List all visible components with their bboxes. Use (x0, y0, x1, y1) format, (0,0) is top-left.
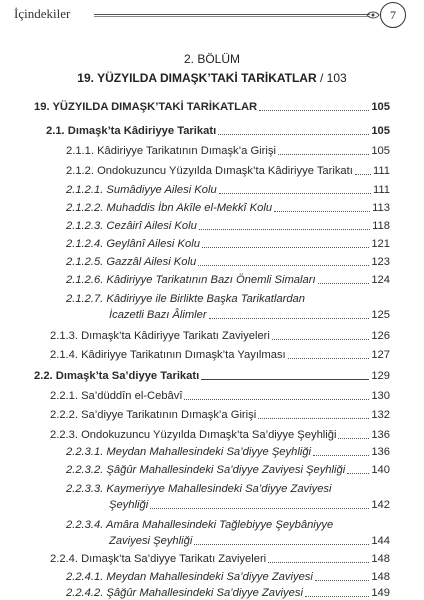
toc-entry[interactable]: 2.1. Dımaşk’ta Kâdiriyye Tarikatı 105 (46, 125, 390, 137)
toc-entry[interactable]: 2.2.3.2. Şâğûr Mahallesindeki Sa’diyye Zaviyesi Şeyhliği 140 (66, 464, 390, 476)
dot-leader (194, 544, 369, 545)
section-subtitle-text: 19. YÜZYILDA DIMAŞK’TAKİ TARİKATLAR (77, 71, 317, 85)
dot-leader (274, 211, 370, 212)
toc-entry[interactable]: 2.2.3. Ondokuzuncu Yüzyılda Dımaşk’ta Sa’diyye Şeyhliği 136 (50, 429, 390, 441)
ornament-icon (366, 8, 380, 22)
toc-entry-line: 2.1.2.7. Kâdiriyye ile Birlikte Başka Tarikatlardan (66, 293, 305, 305)
toc-entry[interactable]: 2.1.2.1. Sumâdiyye Ailesi Kolu 111 (66, 184, 390, 196)
toc-entry[interactable]: 2.1.2.6. Kâdiriyye Tarikatının Bazı Önemli Simaları 124 (66, 274, 390, 286)
dot-leader (338, 438, 369, 439)
toc-entry[interactable]: 2.2.4.1. Meydan Mahallesindeki Sa’diyye Zaviyesi 148 (66, 571, 390, 583)
toc-entry-line: 2.2.3.3. Kaymeriyye Mahallesindeki Sa’diyye Zaviyesi (66, 483, 332, 495)
dot-leader (268, 562, 369, 563)
dot-leader (347, 473, 369, 474)
header-rule (94, 14, 370, 15)
toc-entry[interactable]: 2.1.2.3. Cezâirî Ailesi Kolu 118 (66, 220, 390, 232)
dot-leader (315, 580, 369, 581)
toc-entry[interactable]: 19. YÜZYILDA DIMAŞK’TAKİ TARİKATLAR 105 (34, 101, 390, 113)
page-header (14, 3, 404, 31)
dot-leader (278, 154, 369, 155)
section-label: 2. BÖLÜM (183, 52, 240, 66)
toc-entry[interactable]: 2.2.4. Dımaşk’ta Sa’diyye Tarikatı Zaviyeleri 148 (50, 553, 390, 565)
toc-entry[interactable]: Zaviyesi Şeyhliği 144 (109, 535, 390, 547)
page-number: 7 (380, 2, 406, 28)
dot-leader (288, 358, 370, 359)
dot-leader (209, 318, 370, 319)
dot-leader (150, 508, 369, 509)
leader-rule (201, 379, 369, 380)
dot-leader (202, 247, 369, 248)
header-title: İçindekiler (14, 6, 71, 21)
toc-entry-line: 2.2.3.4. Amâra Mahallesindeki Tağlebiyye Şeybâniyye (66, 519, 334, 531)
dot-leader (318, 283, 370, 284)
dot-leader (259, 110, 369, 111)
dot-leader (219, 193, 371, 194)
dot-leader (199, 229, 370, 230)
toc-entry[interactable]: İcazetli Bazı Âlimler 125 (109, 309, 390, 321)
toc-entry[interactable]: 2.1.2.5. Gazzâl Ailesi Kolu 123 (66, 256, 390, 268)
dot-leader (305, 596, 369, 597)
dot-leader (258, 418, 369, 419)
toc-entry[interactable]: 2.2.1. Sa’düddîn el-Cebâvî 130 (50, 390, 390, 402)
toc-entry[interactable]: 2.2.2. Sa’diyye Tarikatının Dımaşk’a Girişi 132 (50, 409, 390, 421)
header-rule-thin (94, 16, 370, 17)
toc-entry[interactable]: 2.1.3. Dımaşk’ta Kâdiriyye Tarikatı Zaviyeleri 126 (50, 330, 390, 342)
toc-entry[interactable]: 2.2. Dımaşk’ta Sa’diyye Tarikatı 129 (34, 370, 390, 382)
section-subtitle-page: / 103 (319, 71, 347, 85)
toc-entry[interactable]: 2.1.4. Kâdiriyye Tarikatının Dımaşk’ta Yayılması 127 (50, 349, 390, 361)
toc-entry[interactable]: 2.1.1. Kâdiriyye Tarikatının Dımaşk’a Girişi 105 (66, 145, 390, 157)
toc-entry[interactable]: 2.2.4.2. Şâğûr Mahallesindeki Sa’diyye Zaviyesi 149 (66, 587, 390, 599)
dot-leader (355, 174, 371, 175)
toc-entry[interactable]: 2.1.2. Ondokuzuncu Yüzyılda Dımaşk’ta Kâdiriyye Tarikatı 111 (66, 165, 390, 177)
dot-leader (218, 134, 369, 135)
toc-entry[interactable]: Şeyhliği 142 (109, 499, 390, 511)
dot-leader (313, 455, 369, 456)
toc-entry[interactable]: 2.1.2.4. Geylânî Ailesi Kolu 121 (66, 238, 390, 250)
dot-leader (184, 399, 369, 400)
toc-entry[interactable]: 2.1.2.2. Muhaddis İbn Akîle el-Mekkî Kolu 113 (66, 202, 390, 214)
toc-entry[interactable]: 2.2.3.1. Meydan Mahallesindeki Sa’diyye Şeyhliği 136 (66, 446, 390, 458)
section-subtitle (0, 71, 424, 85)
dot-leader (272, 339, 369, 340)
dot-leader (198, 265, 369, 266)
